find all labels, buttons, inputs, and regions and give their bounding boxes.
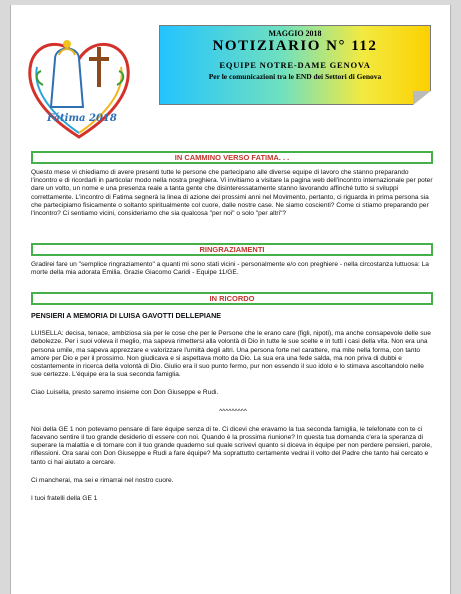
memorial-paragraph-4: Ci mancherai, ma sei e rimarrai nel nostro cuore. [31,476,174,484]
section-text-fatima [31,169,435,218]
ringraziamenti-paragraph: Gradirei fare un "semplice ringraziamento" a quanti mi sono stati vicini - personalmente e/o con preghiere - nella circostanza luttuosa: La morte della mia adorata Emilia. Grazie Giacomo Caridi - Equipe 11/GE. [31,261,429,277]
memorial-separator: ^^^^^^^^^ [219,407,247,415]
logo-caption: Fátima 2018 [47,113,117,124]
section-bar-fatima: IN CAMMINO VERSO FATIMA. . . [31,151,433,164]
memorial-heading: PENSIERI A MEMORIA DI LUISA GAVOTTI DELLEPIANE [31,311,222,320]
newsletter-tagline: Per le comunicazioni tra le END dei Settori di Genova [208,72,382,81]
issue-date: MAGGIO 2018 [268,29,322,38]
document-page [10,5,451,594]
memorial-paragraph-2: Ciao Luisella, presto saremo insieme con Don Giuseppe e Rudi. [31,389,219,397]
newsletter-header [159,25,431,105]
newsletter-subtitle: EQUIPE NOTRE-DAME GENOVA [219,60,371,70]
memorial-paragraph-1: LUISELLA: decisa, tenace, ambiziosa sia per le cose che per le Persone che le erano care (figli, nipoti), ma anche consapevole delle sue debolezze. Per i suoi voleva il meglio, ma sapeva rimettersi alla volontà di Dio in tutte le sue scelte e in tutti i casi della vita. Non era una persona umile, ma sapeva apprezzare e valorizzare l'umiltà degli altri. Una persona forte nel carattere, ma mite nella forma, con tanto amore per Dio e per il prossimo. Non giudicava e si aspettava molto da Dio. La sua era una fede salda, ma non priva di dubbi e costantemente in ricerca della volontà di Dio. Giulio era il suo punto fermo, pur non essendo il suo idolo e lo stimava ascoltandolo nelle sue certezze. L'équipe era la sua seconda famiglia. [31,330,431,379]
section-bar-ringraziamenti: RINGRAZIAMENTI [31,243,433,256]
section-text-ricordo [31,312,435,503]
section-bar-ricordo: IN RICORDO [31,292,433,305]
fatima-2018-logo [21,25,139,145]
section-text-ringraziamenti [31,261,435,277]
fatima-paragraph: Questo mese vi chiediamo di avere presenti tutte le persone che partecipano alle diverse equipe di lavoro che stanno preparando l'incontro e di ricordarli in particolar modo nella nostra preghiera. Vi invitiamo a visitare la pagina web dell'incontro internazionale per poter dare un volto, un nome e una presenza reale a tanta gente che disinteressatamente stanno lavorando affinché tutto si sviluppi correttamente. L'incontro di Fatima segnerà la linea di azione dei prossimi anni nel Movimento, pertanto, ci riguarda in prima persona sia che partecipiamo fisicamente o soltanto spiritualmente col cuore, dalle nostre case. Ne siamo coscienti? Come ci stiamo preparando per l'incontro? Ci sentiamo vicini, consideriamo che sia qualcosa "per noi" o solo "per altri"? [31,169,433,218]
memorial-signature: I tuoi fratelli della GE 1 [31,495,98,503]
memorial-paragraph-3: Noi della GE 1 non potevamo pensare di fare équipe senza di te. Ci dicevi che eravamo la tua seconda famiglia, le telefonate con te ci facevano sentire il tuo grande desiderio di essere con noi. Quando è la prossima riunione? In questa tua domanda c'era la speranza di superare la malattia e di tornare con il tuo grande quaderno sul quale scrivevi quanto si diceva in équipe per non perdere pensieri, parole, riflessioni. Ora sarai con Don Giuseppe e Rudi a fare équipe? Ma soprattutto certamente vedrai il volto del Padre che tanto hai cercato e tanto ci hai aiutato a cercare. [31,425,433,466]
newsletter-title: NOTIZIARIO N° 112 [212,38,378,54]
